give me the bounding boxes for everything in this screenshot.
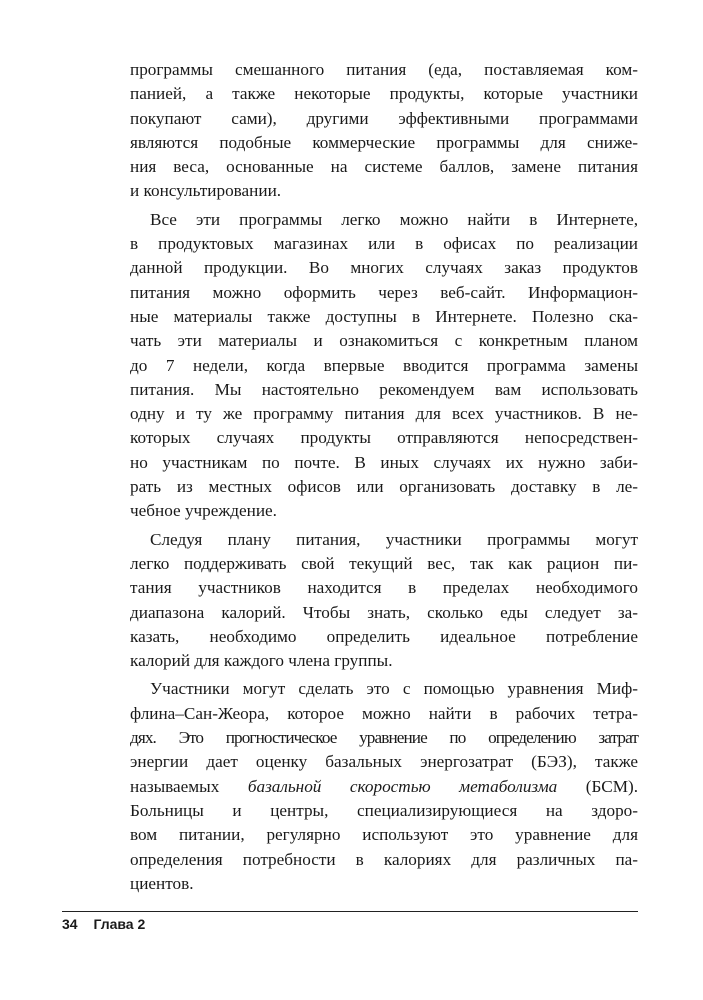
paragraph-4 [130, 677, 638, 896]
text-line: определения потребности в калориях для различных па- [130, 849, 638, 869]
paragraph-1 [130, 58, 638, 204]
text-line: одну и ту же программу питания для всех участников. В не- [130, 404, 638, 424]
text-line: легко поддерживать свой текущий вес, так как рацион пи- [130, 553, 638, 573]
text-run: (БСМ). [557, 776, 638, 796]
text-line: чебное учреждение. [130, 501, 277, 521]
text-line: диапазона калорий. Чтобы знать, сколько еды следует за- [130, 602, 638, 622]
text-line: питания можно оформить через веб-сайт. Информацион- [130, 282, 638, 302]
text-line: программы смешанного питания (еда, поставляемая ком- [130, 60, 638, 79]
chapter-label: Глава 2 [93, 916, 146, 932]
text-line: являются подобные коммерческие программы для сниже- [130, 132, 638, 152]
text-line: питания. Мы настоятельно рекомендуем вам использовать [130, 379, 638, 399]
text-line: Следуя плану питания, участники программы могут [150, 529, 638, 549]
text-line [130, 775, 638, 799]
text-line: рать из местных офисов или организовать доставку в ле- [130, 477, 638, 497]
page-footer [62, 916, 145, 932]
paragraph-3 [130, 528, 638, 674]
text-line: Участники могут сделать это с помощью уравнения Миф- [150, 679, 638, 699]
page-number: 34 [62, 916, 78, 932]
text-line: и консультировании. [130, 181, 282, 201]
paragraph-2 [130, 208, 638, 524]
text-line: панией, а также некоторые продукты, которые участники [130, 84, 638, 104]
text-line: покупают сами), другими эффективными программами [130, 108, 638, 128]
text-line: калорий для каждого члена группы. [130, 651, 393, 671]
text-line: Больницы и центры, специализирующиеся на здоро- [130, 800, 638, 820]
text-line: энергии дает оценку базальных энергозатрат (БЭЗ), также [130, 752, 638, 772]
text-line: казать, необходимо определить идеальное потребление [130, 626, 638, 646]
text-line: но участникам по почте. В иных случаях их нужно заби- [130, 452, 638, 472]
text-line: в продуктовых магазинах или в офисах по реализации [130, 234, 638, 254]
text-run: называемых [130, 776, 248, 796]
text-line: которых случаях продукты отправляются непосредствен- [130, 428, 638, 448]
text-line: дях. Это прогностическое уравнение по определению затрат [130, 728, 638, 748]
text-line: вом питании, регулярно используют это уравнение для [130, 825, 638, 845]
footer-divider [62, 911, 638, 912]
text-line: чать эти материалы и ознакомиться с конкретным планом [130, 331, 638, 351]
italic-term: базальной скоростью метаболизма [247, 776, 558, 796]
text-line: ные материалы также доступны в Интернете. Полезно ска- [130, 306, 638, 326]
text-line: циентов. [130, 873, 194, 893]
text-line: данной продукции. Во многих случаях заказ продуктов [130, 258, 638, 278]
body-text [130, 58, 638, 900]
text-line: до 7 недели, когда впервые вводится программа замены [130, 355, 638, 375]
text-line: Все эти программы легко можно найти в Интернете, [150, 209, 638, 229]
text-line: тания участников находится в пределах необходимого [130, 578, 638, 598]
text-line: флина–Сан-Жеора, которое можно найти в рабочих тетра- [130, 703, 638, 723]
text-line: ния веса, основанные на системе баллов, замене питания [130, 157, 638, 177]
